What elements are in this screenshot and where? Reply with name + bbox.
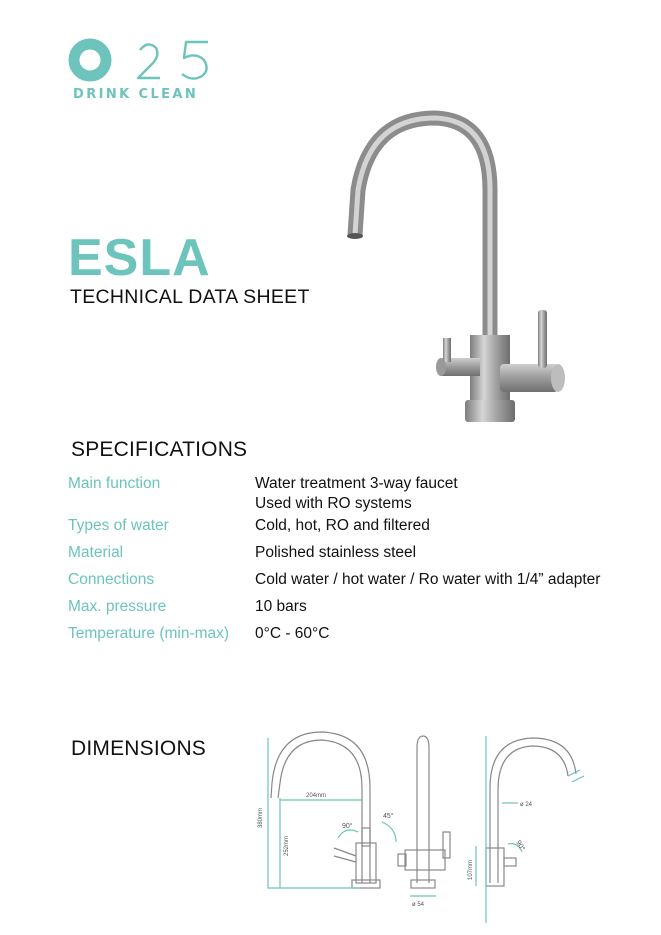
angle-spout-label: 45° [383,813,394,820]
spec-label: Temperature (min-max) [68,625,230,642]
specifications-heading: SPECIFICATIONS [71,438,248,461]
spec-value: 10 bars [255,598,307,615]
dimension-drawings [250,728,650,928]
brand-tagline: DRINK CLEAN [73,87,199,102]
spec-label: Types of water [68,517,169,534]
spec-value: Cold, hot, RO and filtered [255,517,430,534]
height-spout-label: 252mm [284,835,290,856]
angle-side-label: 90° [514,839,526,853]
spec-value: 0°C - 60°C [255,625,330,642]
o25-logo-icon [68,36,218,86]
rear-view-dimensions [476,736,584,923]
spec-label: Connections [68,571,155,588]
rear-view-drawing [486,738,576,886]
product-name: ESLA [68,229,211,287]
spec-label: Max. pressure [68,598,167,615]
specifications-table [68,474,658,644]
reach-label: 204mm [306,793,327,799]
spec-value-group [255,474,458,514]
product-subtitle: TECHNICAL DATA SHEET [70,286,310,308]
brand-logo [68,36,218,106]
spec-label: Main function [68,475,161,492]
spec-row [68,474,658,514]
side-view-drawing [398,736,450,888]
body-height-label: 107mm [468,859,474,880]
base-diameter-label: ø 54 [412,902,425,908]
spec-row [68,516,658,536]
spec-value: Cold water / hot water / Ro water with 1/4” adapter [255,571,601,588]
front-view-drawing [271,732,380,888]
front-view-dimensions [268,738,396,888]
pipe-diameter-label: ø 24 [520,802,533,808]
faucet-photo [330,100,590,430]
spec-value: Water treatment 3-way faucet [255,475,458,492]
spec-label: Material [68,544,124,561]
dimensions-heading: DIMENSIONS [71,737,207,760]
spec-row [68,570,658,590]
spec-row [68,597,658,617]
spec-value: Used with RO systems [255,495,412,512]
angle-handle-label: 90° [342,823,353,830]
spec-value: Polished stainless steel [255,544,417,561]
spec-row [68,624,658,644]
height-total-label: 380mm [258,807,264,828]
spec-row [68,543,658,563]
